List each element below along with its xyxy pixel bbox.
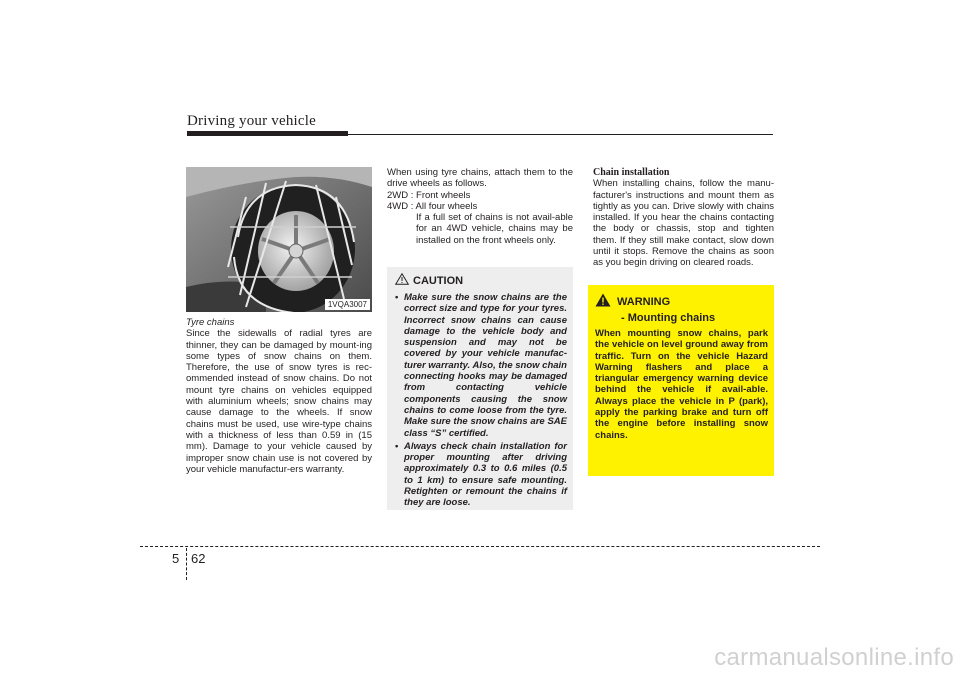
site-watermark: carmanualsonline.info — [714, 644, 954, 671]
caution-title — [395, 273, 567, 288]
warning-title-text: WARNING — [617, 295, 671, 308]
page-number: 62 — [191, 551, 206, 566]
chain-installation-section — [593, 167, 774, 269]
section-body: Since the sidewalls of radial tyres are thinner, they can be damaged by mount-ing some types of snow chains on them. Therefore, the use of snow tyres is rec-ommended instead of snow chains. Do not mount tyre chains on vehicles equipped with aluminium wheels; snow chains may cause damage to the wheels. If snow chains must be used, use wire-type chains with a thickness of less than 0.59 in (15 mm). Damage to your vehicle caused by improper snow chain use is not covered by your vehicle manufactur-ers warranty. — [186, 328, 372, 475]
page-title: Driving your vehicle — [187, 113, 316, 129]
drive-wheels-section — [387, 167, 573, 246]
tyre-chain-drawing — [186, 167, 372, 312]
warning-triangle-filled-icon — [595, 293, 611, 310]
line-4wd: 4WD : All four wheels — [387, 200, 478, 212]
header-accent-bar — [187, 131, 348, 136]
caution-item: • Always check chain installation for proper mounting after driving approximately 0.3 to 0.6 miles (0.5 to 1 km) to ensure safe mounting. Retighten or remount the chains if they are loose. — [395, 441, 567, 509]
note-4wd: If a full set of chains is not avail-able for an 4WD vehicle, chains may be installed on the front wheels only. — [416, 212, 573, 246]
caution-box — [387, 267, 573, 510]
warning-body: When mounting snow chains, park the vehicle on level ground away from traffic. Turn on the vehicle Hazard Warning flashers and place a triangular emergency warning device behind the vehicle if avail-able. Always place the vehicle in P (park), apply the parking brake and turn off the engine before installing snow chains. — [595, 328, 768, 441]
section-heading: Tyre chains — [186, 317, 235, 328]
figure-code: 1VQA3007 — [325, 299, 370, 310]
tyre-chain-illustration — [186, 167, 372, 312]
warning-triangle-icon — [395, 273, 409, 288]
footer-rule — [140, 546, 820, 547]
caution-title-text: CAUTION — [413, 274, 464, 287]
intro-text: When using tyre chains, attach them to the drive wheels as follows. — [387, 167, 573, 190]
line-2wd: 2WD : Front wheels — [387, 189, 471, 201]
section-heading: Chain installation — [593, 167, 670, 178]
warning-title — [595, 293, 768, 310]
warning-subtitle: - Mounting chains — [621, 312, 716, 324]
warning-box — [588, 285, 774, 476]
caution-list — [395, 292, 567, 509]
chapter-number: 5 — [172, 551, 180, 566]
footer-divider — [186, 548, 187, 580]
caution-item: • Make sure the snow chains are the correct size and type for your tyres. Incorrect snow chains can cause damage to the vehicle body and suspension and may not be covered by your vehicle manufac-turer warranty. Also, the snow chain connecting hooks may be damaged from contacting vehicle components causing the snow chains to come loose from the tyre. Make sure the snow chains are SAE class “S” certified. — [395, 292, 567, 439]
tyre-chains-section — [186, 317, 372, 475]
section-body: When installing chains, follow the manu-facturer's instructions and mount them as tightly as you can. Drive slowly with chains installed. If you hear the chains contacting the body or chassis, stop and tighten them. If they still make contact, slow down until it stops. Remove the chains as soon as you begin driving on cleared roads. — [593, 178, 774, 269]
